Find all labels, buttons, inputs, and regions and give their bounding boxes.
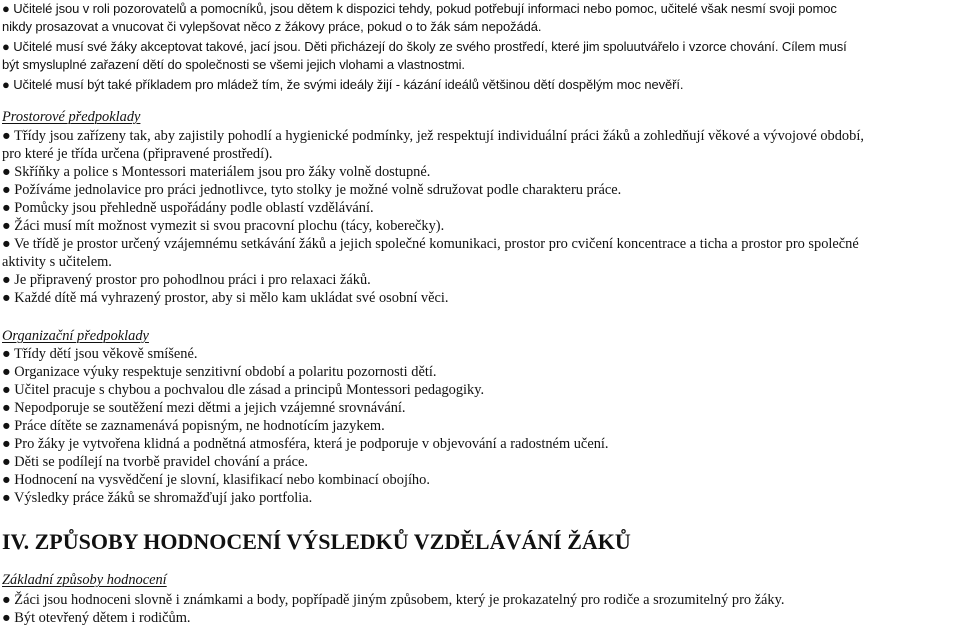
list-item: ● Třídy dětí jsou věkově smíšené. (2, 346, 198, 362)
list-item: ● Každé dítě má vyhrazený prostor, aby si mělo kam ukládat své osobní věci. (2, 290, 449, 306)
section-heading-organizacni: Organizační předpoklady (2, 328, 149, 344)
paragraph-line: ● Učitelé jsou v roli pozorovatelů a pomocníků, jsou dětem k dispozici tehdy, pokud potřebují informaci nebo pomoc, učitelé však nesmí svoji pomoc (2, 1, 837, 16)
section-title: IV. ZPŮSOBY HODNOCENÍ VÝSLEDKŮ VZDĚLÁVÁNÍ ŽÁKŮ (2, 529, 631, 554)
list-item: ● Učitel pracuje s chybou a pochvalou dle zásad a principů Montessori pedagogiky. (2, 382, 485, 398)
list-item: ● Je připravený prostor pro pohodlnou práci i pro relaxaci žáků. (2, 272, 371, 288)
list-item: ● Hodnocení na vysvědčení je slovní, klasifikací nebo kombinací obojího. (2, 472, 430, 488)
paragraph-line: ● Učitelé musí své žáky akceptovat takové, jací jsou. Děti přicházejí do školy ze svého prostředí, které jim spoluutvářelo i vzorce chování. Cílem musí (2, 39, 847, 54)
list-item: ● Výsledky práce žáků se shromažďují jako portfolia. (2, 490, 313, 506)
list-item: pro které je třída určena (připravené prostředí). (2, 146, 273, 162)
list-item: ● Práce dítěte se zaznamenává popisným, ne hodnotícím jazykem. (2, 418, 385, 434)
list-item: ● Žáci musí mít možnost vymezit si svou pracovní plochu (tácy, koberečky). (2, 218, 445, 234)
list-item: ● Skříňky a police s Montessori materiálem jsou pro žáky volně dostupné. (2, 164, 431, 180)
section-heading-zakladni: Základní způsoby hodnocení (2, 572, 167, 588)
list-item: ● Požíváme jednolavice pro práci jednotlivce, tyto stolky je možné volně sdružovat podle charakteru práce. (2, 182, 622, 198)
list-item: ● Pomůcky jsou přehledně uspořádány podle oblastí vzdělávání. (2, 200, 374, 216)
list-item: ● Třídy jsou zařízeny tak, aby zajistily pohodlí a hygienické podmínky, jež respektují individuální práci žáků a zohledňují věkové a vývojové období, (2, 128, 864, 144)
list-item: ● Ve třídě je prostor určený vzájemnému setkávání žáků a jejich společné komunikaci, prostor pro cvičení koncentrace a ticha a prostor pro společné (2, 236, 859, 252)
paragraph-line: ● Učitelé musí být také příkladem pro mládež tím, že svými ideály žijí - kázání ideálů většinou dětí dospělým moc nevěří. (2, 77, 684, 92)
section-heading-prostorove: Prostorové předpoklady (2, 109, 141, 125)
list-item: ● Děti se podílejí na tvorbě pravidel chování a práce. (2, 454, 308, 470)
list-item: ● Být otevřený dětem i rodičům. (2, 610, 191, 626)
list-item: aktivity s učitelem. (2, 254, 112, 270)
list-item: ● Žáci jsou hodnoceni slovně i známkami a body, popřípadě jiným způsobem, který je prokazatelný pro rodiče a srozumitelný pro žáky. (2, 592, 785, 608)
paragraph-line: nikdy prosazovat a vnucovat či vylepšovat něco z žákovy práce, pokud o to žák sám nepožádá. (2, 19, 542, 34)
paragraph-line: být smysluplné zařazení dětí do společnosti se všemi jejich vlohami a vlastnostmi. (2, 57, 465, 72)
list-item: ● Pro žáky je vytvořena klidná a podnětná atmosféra, která je podporuje v objevování a radostném učení. (2, 436, 609, 452)
list-item: ● Nepodporuje se soutěžení mezi dětmi a jejich vzájemné srovnávání. (2, 400, 406, 416)
list-item: ● Organizace výuky respektuje senzitivní období a polaritu pozornosti dětí. (2, 364, 437, 380)
